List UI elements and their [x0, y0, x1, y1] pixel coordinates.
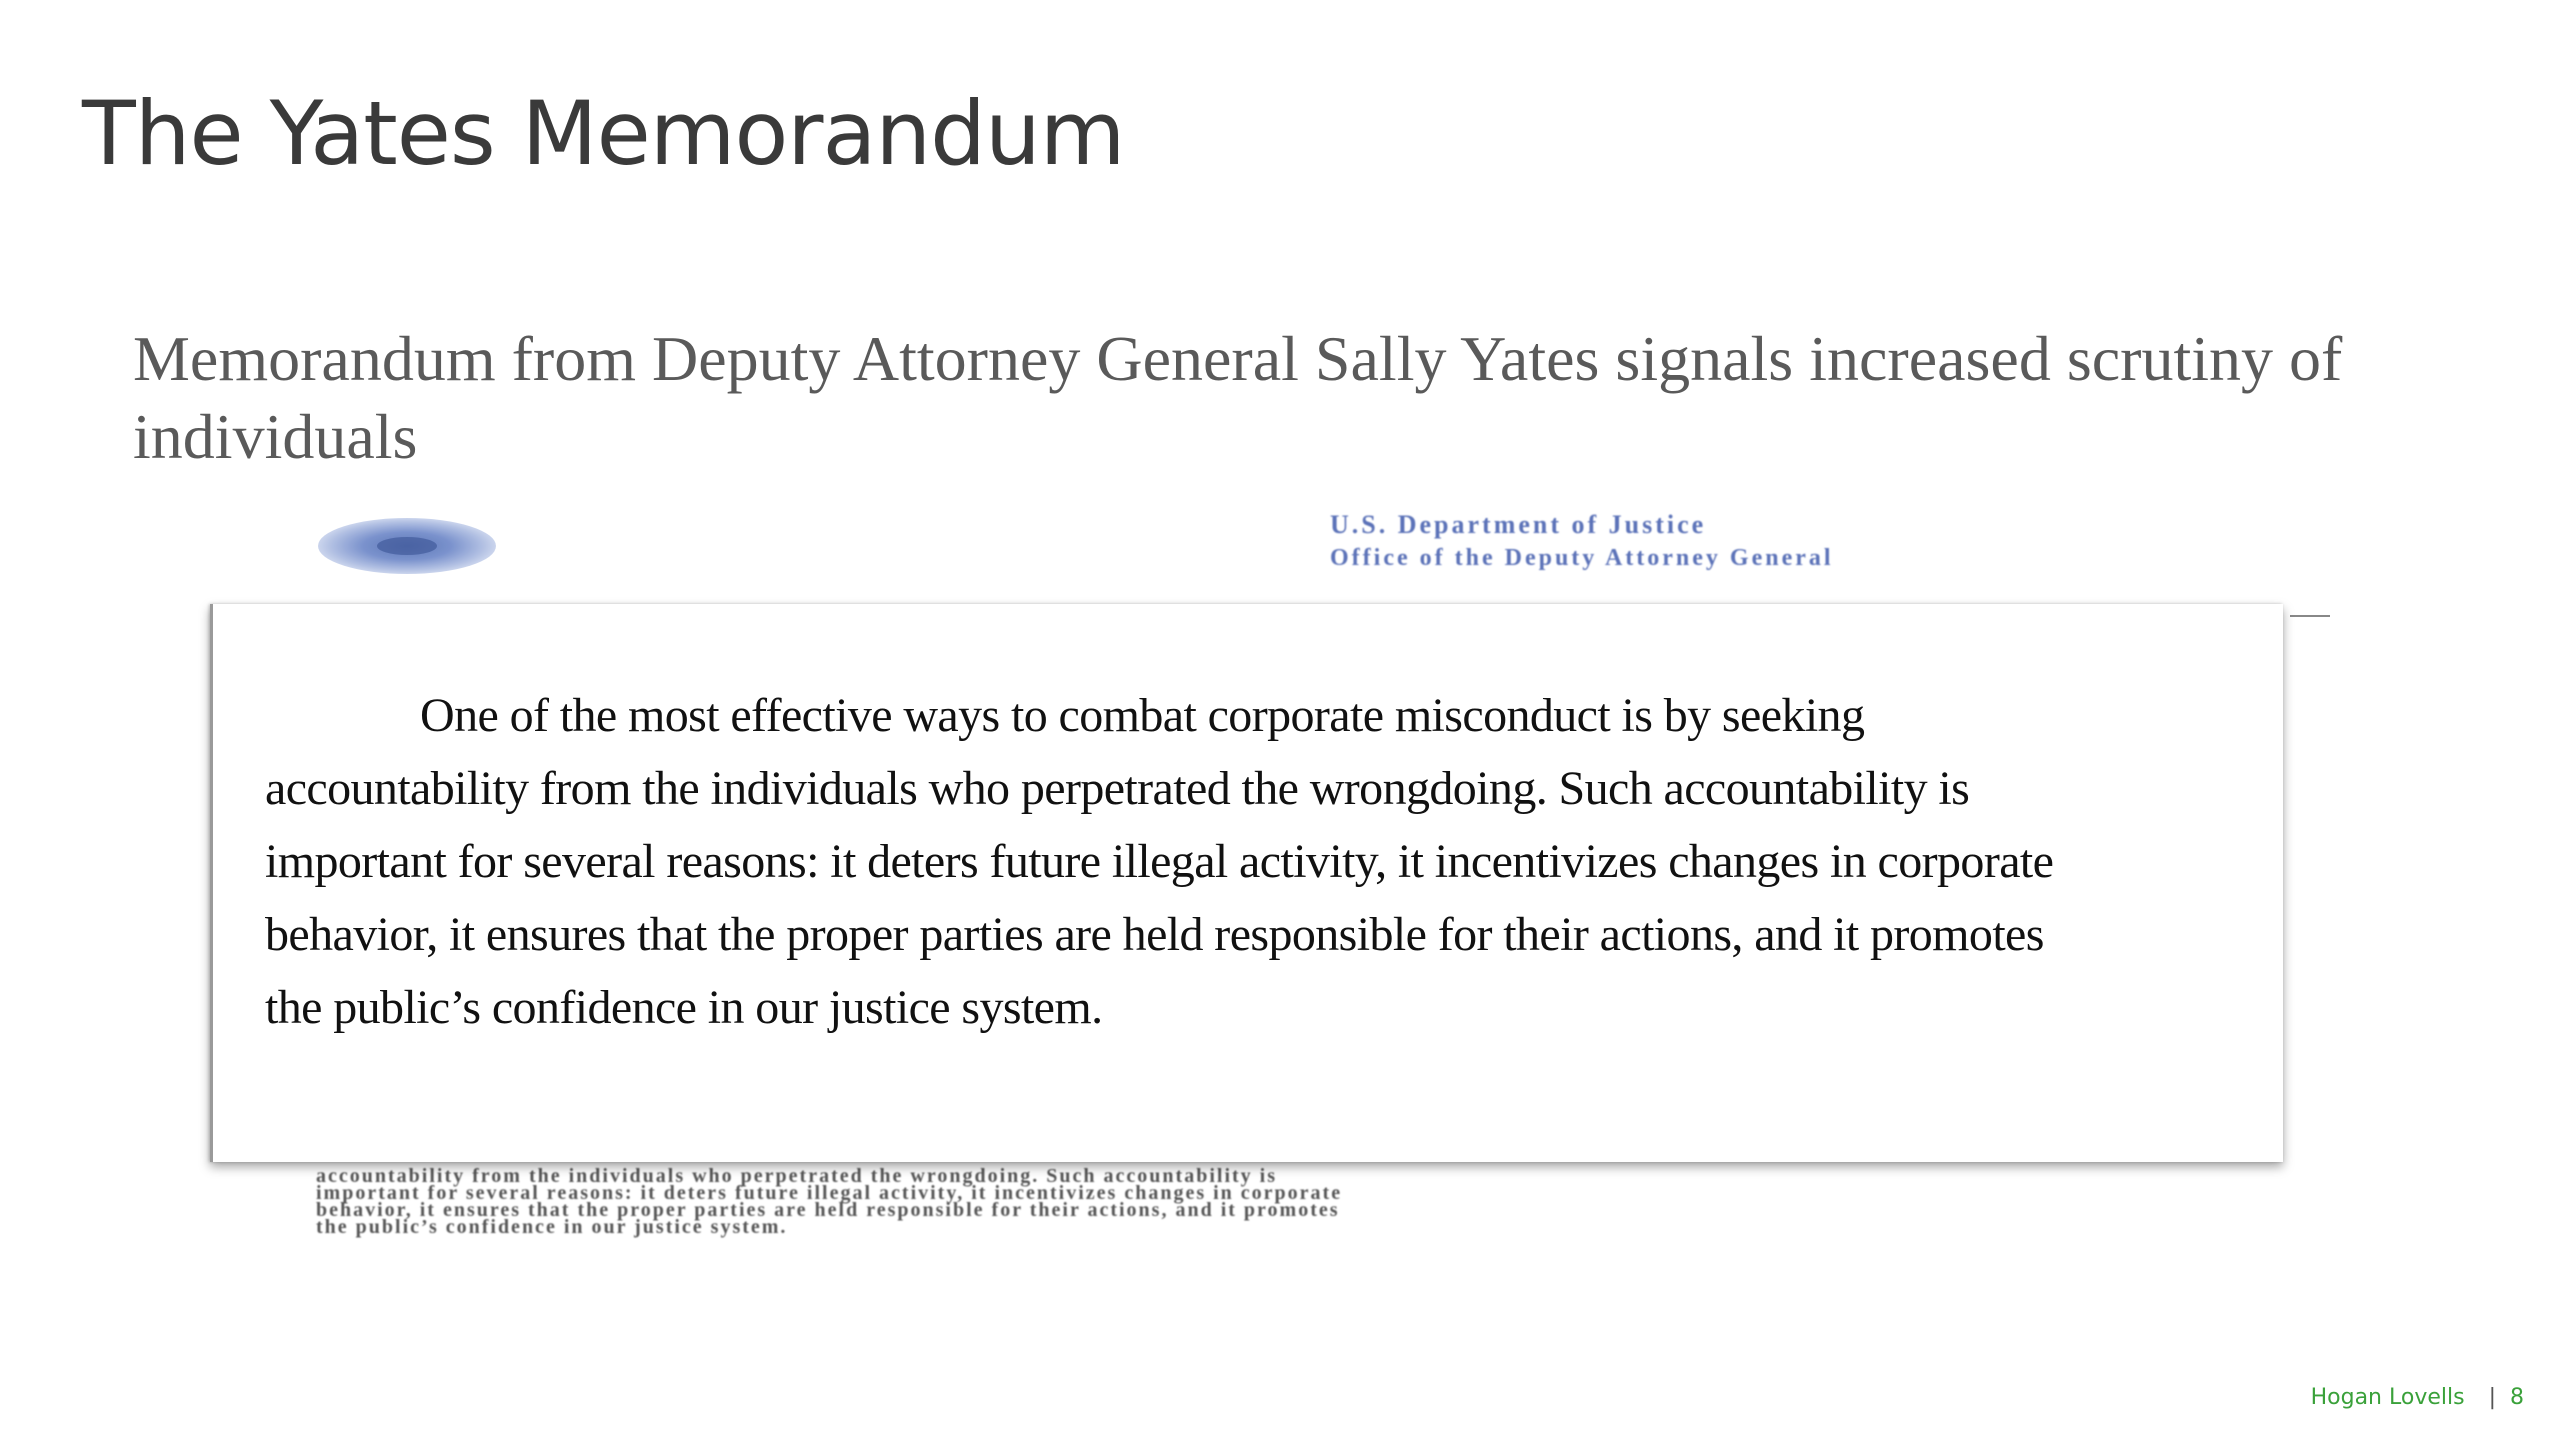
quote-callout: [210, 604, 2283, 1162]
office-name: Office of the Deputy Attorney General: [1330, 545, 1834, 571]
faded-line: the public’s confidence in our justice system.: [316, 1216, 788, 1238]
quote-line: the public’s confidence in our justice system.: [265, 981, 1103, 1034]
document-header: [0, 0, 2560, 600]
faded-line: accountability from the individuals who perpetrated the wrongdoing. Such accountability is: [316, 1165, 1277, 1187]
quote-text: [265, 679, 2285, 1044]
slide-subtitle: Memorandum from Deputy Attorney General Sally Yates signals increased scrutiny of individuals: [133, 323, 2343, 472]
quote-line: behavior, it ensures that the proper parties are held responsible for their actions, and it promotes: [265, 908, 2044, 961]
faded-line: behavior, it ensures that the proper parties are held responsible for their actions, and it promotes: [316, 1199, 1340, 1221]
slide-footer: [2311, 1385, 2524, 1410]
footer-brand: Hogan Lovells: [2310, 1385, 2465, 1410]
quote-line: important for several reasons: it deters future illegal activity, it incentivizes changes in corporate: [265, 835, 2054, 888]
doj-seal-icon: [318, 518, 496, 574]
page-number: 8: [2510, 1385, 2524, 1410]
faded-document-body: [316, 1165, 2196, 1238]
faded-line: important for several reasons: it deters future illegal activity, it incentivizes changes in corporate: [316, 1182, 1343, 1204]
footer-separator: |: [2488, 1385, 2496, 1410]
department-name: U.S. Department of Justice: [1330, 510, 1707, 539]
quote-line: One of the most effective ways to combat corporate misconduct is by seeking: [420, 689, 1865, 742]
slide-title: The Yates Memorandum: [82, 82, 1125, 185]
divider: [2290, 615, 2330, 617]
quote-line: accountability from the individuals who perpetrated the wrongdoing. Such accountability is: [265, 762, 1970, 815]
